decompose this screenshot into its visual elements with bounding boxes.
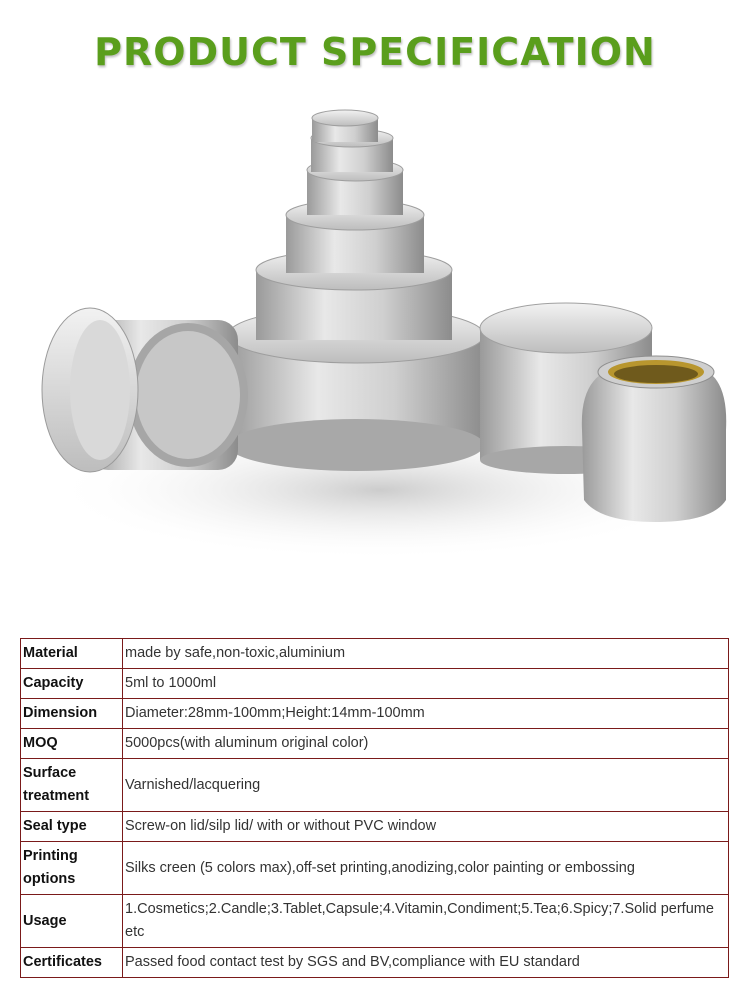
spec-label: Capacity	[21, 669, 123, 699]
table-row	[21, 842, 729, 895]
page-title: PRODUCT SPECIFICATION	[94, 30, 656, 74]
table-row	[21, 948, 729, 978]
table-row	[21, 729, 729, 759]
spec-value: Passed food contact test by SGS and BV,compliance with EU standard	[123, 948, 729, 978]
table-row	[21, 639, 729, 669]
spec-label: Surface treatment	[21, 759, 123, 812]
tin-stack	[228, 110, 484, 471]
table-row	[21, 699, 729, 729]
table-row	[21, 895, 729, 948]
spec-value: Screw-on lid/silp lid/ with or without PVC window	[123, 812, 729, 842]
spec-label: Dimension	[21, 699, 123, 729]
spec-label: Usage	[21, 895, 123, 948]
spec-label: Certificates	[21, 948, 123, 978]
spec-label: MOQ	[21, 729, 123, 759]
product-photo	[0, 90, 750, 620]
spec-label: Printing options	[21, 842, 123, 895]
spec-label: Material	[21, 639, 123, 669]
table-row	[21, 759, 729, 812]
spec-label: Seal type	[21, 812, 123, 842]
right-open-jar	[582, 356, 726, 522]
spec-value: made by safe,non-toxic,aluminium	[123, 639, 729, 669]
table-row	[21, 669, 729, 699]
spec-value: Varnished/lacquering	[123, 759, 729, 812]
table-row	[21, 812, 729, 842]
spec-value: Silks creen (5 colors max),off-set printing,anodizing,color painting or embossing	[123, 842, 729, 895]
spec-value: 1.Cosmetics;2.Candle;3.Tablet,Capsule;4.Vitamin,Condiment;5.Tea;6.Spicy;7.Solid perfume etc	[123, 895, 729, 948]
spec-table	[20, 638, 729, 978]
spec-value: Diameter:28mm-100mm;Height:14mm-100mm	[123, 699, 729, 729]
left-open-jar	[42, 308, 248, 472]
spec-value: 5000pcs(with aluminum original color)	[123, 729, 729, 759]
spec-value: 5ml to 1000ml	[123, 669, 729, 699]
